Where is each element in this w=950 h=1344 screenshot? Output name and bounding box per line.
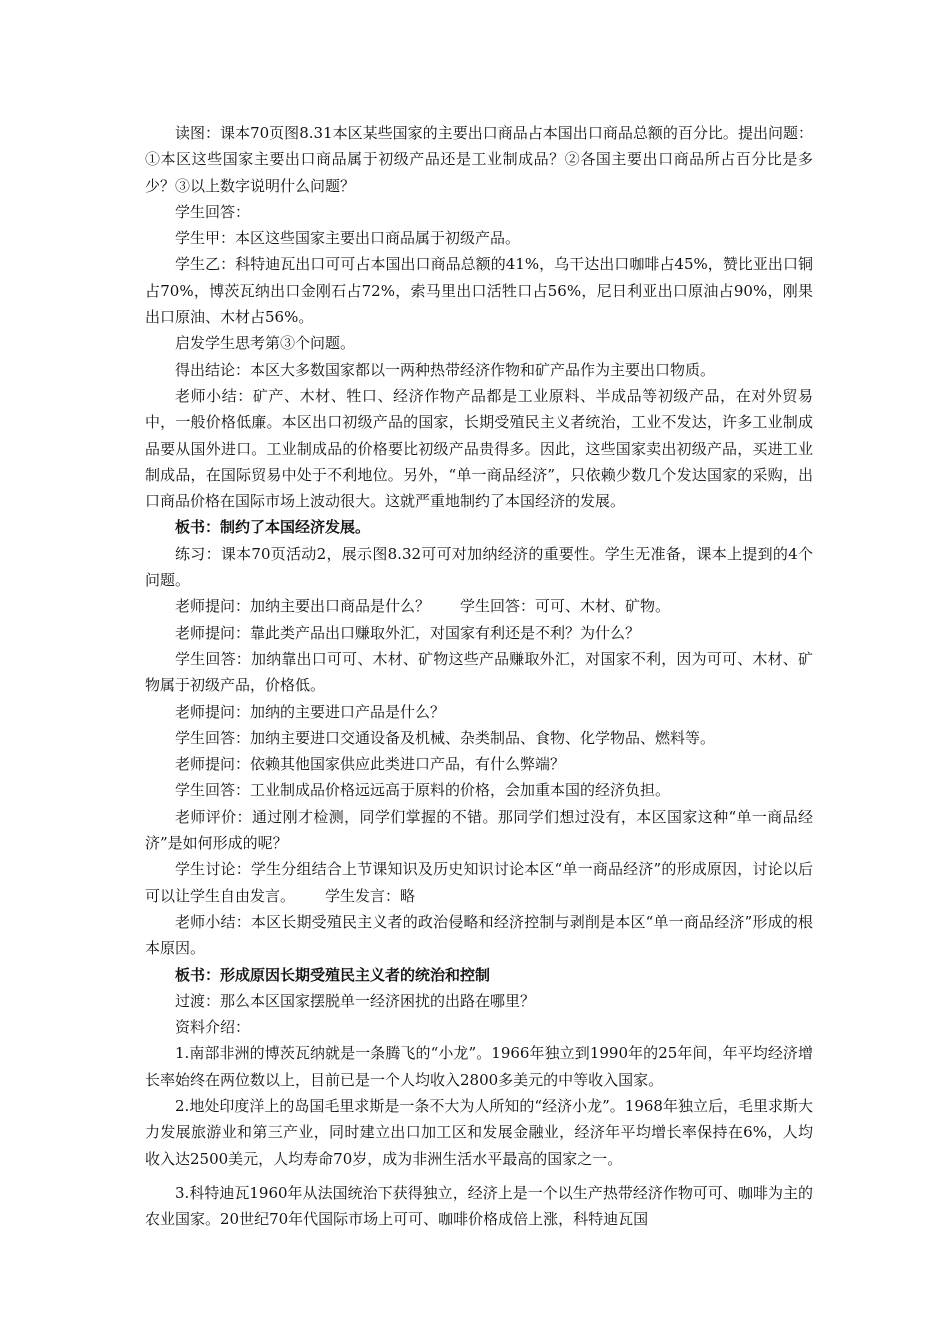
paragraph-material-botswana: 1.南部非洲的博茨瓦纳就是一条腾飞的“小龙”。1966年独立到1990年的25年间，年平均经济增长率始终在两位数以上，目前已是一个人均收入2800多美元的中等收入国家。 — [145, 1044, 813, 1089]
paragraph-prompt-question-3: 启发学生思考第③个问题。 — [175, 334, 356, 353]
paragraph-student-answer-heading: 学生回答： — [175, 202, 251, 221]
paragraph-exercise: 练习：课本70页活动2，展示图8.32可可对加纳经济的重要性。学生无准备，课本上提到的4个问题。 — [145, 544, 813, 590]
paragraph-transition: 过渡：那么本区国家摆脱单一经济困扰的出路在哪里？ — [175, 991, 536, 1010]
paragraph-teacher-question-4: 老师提问：依赖其他国家供应此类进口产品，有什么弊端？ — [175, 755, 566, 774]
teacher-question-1: 老师提问：加纳主要出口商品是什么？ — [175, 597, 431, 616]
paragraph-material-mauritius: 2.地处印度洋上的岛国毛里求斯是一条不大为人所知的“经济小龙”。1968年独立后，毛里求斯大力发展旅游业和第三产业，同时建立出口加工区和发展金融业，经济年平均增长率保持在6%，人均收入达2500美元，人均寿命70岁，成为非洲生活水平最高的国家之一。 — [145, 1096, 813, 1168]
paragraph-student-answer-2: 学生回答：加纳靠出口可可、木材、矿物这些产品赚取外汇，对国家不利，因为可可、木材、矿物属于初级产品，价格低。 — [145, 649, 813, 695]
student-answer-1: 学生回答：可可、木材、矿物。 — [460, 597, 671, 616]
paragraph-teacher-question-3: 老师提问：加纳的主要进口产品是什么？ — [175, 702, 446, 721]
document-body — [145, 120, 813, 1232]
paragraph-teacher-summary-1: 老师小结：矿产、木材、牲口、经济作物产品都是工业原料、半成品等初级产品，在对外贸易中，一般价格低廉。本区出口初级产品的国家，长期受殖民主义者统治，工业不发达，许多工业制成品要从国外进口。工业制成品的价格要比初级产品贵得多。因此，这些国家卖出初级产品，买进工业制成品，在国际贸易中处于不利地位。另外，“单一商品经济”，只依赖少数几个发达国家的采购，出口商品价格在国际市场上波动很大。这就严重地制约了本国经济的发展。 — [145, 386, 813, 511]
paragraph-board-note-2: 板书：形成原因长期受殖民主义者的统治和控制 — [175, 965, 491, 984]
paragraph-conclusion: 得出结论：本区大多数国家都以一两种热带经济作物和矿产品作为主要出口物质。 — [175, 360, 716, 379]
student-discussion: 学生讨论：学生分组结合上节课知识及历史知识讨论本区“单一商品经济”的形成原因，讨论以后可以让学生自由发言。 — [145, 860, 813, 905]
student-speech: 学生发言：略 — [325, 886, 416, 905]
paragraph-student-b: 学生乙：科特迪瓦出口可可占本国出口商品总额的41%，乌干达出口咖啡占45%，赞比亚出口铜占70%，博茨瓦纳出口金刚石占72%，索马里出口活牲口占56%，尼日利亚出口原油占90%，刚果出口原油、木材占56%。 — [145, 255, 813, 327]
paragraph-board-note-1: 板书：制约了本国经济发展。 — [175, 518, 371, 537]
paragraph-student-answer-3: 学生回答：加纳主要进口交通设备及机械、杂类制品、食物、化学物品、燃料等。 — [175, 728, 716, 747]
paragraph-student-answer-4: 学生回答：工业制成品价格远远高于原料的价格，会加重本国的经济负担。 — [175, 781, 671, 800]
paragraph-materials-heading: 资料介绍： — [175, 1018, 251, 1037]
paragraph-teacher-question-1 — [145, 593, 813, 619]
paragraph-student-a: 学生甲：本区这些国家主要出口商品属于初级产品。 — [175, 229, 521, 248]
paragraph-teacher-evaluation: 老师评价：通过刚才检测，同学们掌握的不错。那同学们想过没有，本区国家这种“单一商品经济”是如何形成的呢？ — [145, 807, 813, 853]
paragraph-reading-figure: 读图：课本70页图8.31本区某些国家的主要出口商品占本国出口商品总额的百分比。提出问题：①本区这些国家主要出口商品属于初级产品还是工业制成品？②各国主要出口商品所占百分比是多少？③以上数字说明什么问题？ — [145, 124, 813, 195]
paragraph-teacher-question-2: 老师提问：靠此类产品出口赚取外汇，对国家有利还是不利？为什么？ — [175, 623, 641, 642]
paragraph-material-cote-divoire: 3.科特迪瓦1960年从法国统治下获得独立，经济上是一个以生产热带经济作物可可、咖啡为主的农业国家。20世纪70年代国际市场上可可、咖啡价格成倍上涨，科特迪瓦国 — [145, 1183, 813, 1229]
paragraph-teacher-summary-2: 老师小结：本区长期受殖民主义者的政治侵略和经济控制与剥削是本区“单一商品经济”形成的根本原因。 — [145, 912, 813, 958]
paragraph-student-discussion — [145, 856, 813, 909]
